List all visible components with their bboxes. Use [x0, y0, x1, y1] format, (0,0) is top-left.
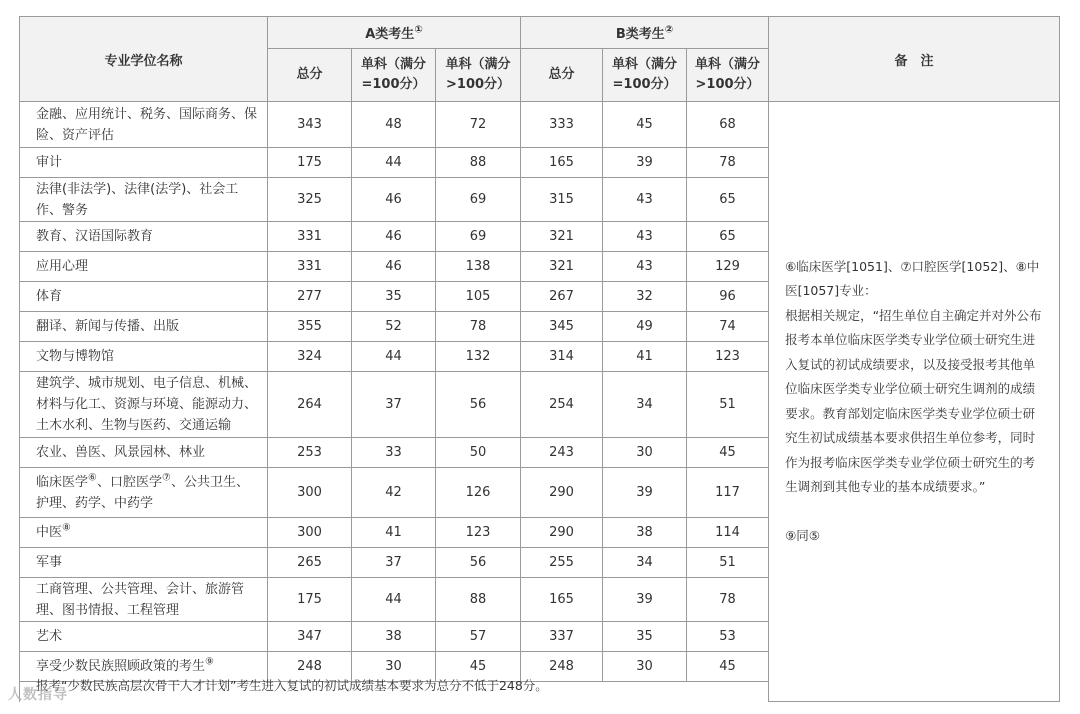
notes-cell	[769, 102, 1060, 702]
score-cell-b-s150: 45	[687, 652, 769, 682]
score-cell-a-s150: 69	[436, 178, 521, 222]
score-cell-a-s150: 138	[436, 252, 521, 282]
score-cell-a-s100: 44	[352, 342, 436, 372]
score-cell-a-s100: 52	[352, 312, 436, 342]
score-cell-b-s150: 96	[687, 282, 769, 312]
score-cell-a-s100: 41	[352, 518, 436, 548]
score-cell-a-s150: 50	[436, 438, 521, 468]
score-cell-a-total: 253	[268, 438, 352, 468]
score-cell-a-s100: 46	[352, 178, 436, 222]
score-table-body	[20, 102, 1060, 702]
score-cell-b-s100: 49	[603, 312, 687, 342]
score-cell-a-s100: 48	[352, 102, 436, 148]
note-line3: ⑨同⑤	[785, 528, 820, 543]
score-cell-b-s150: 68	[687, 102, 769, 148]
score-cell-a-total: 175	[268, 578, 352, 622]
score-cell-b-total: 267	[521, 282, 603, 312]
score-cell-a-s150: 88	[436, 578, 521, 622]
score-cell-a-s150: 57	[436, 622, 521, 652]
score-cell-a-s100: 37	[352, 548, 436, 578]
score-cell-a-s100: 33	[352, 438, 436, 468]
score-cell-b-s100: 45	[603, 102, 687, 148]
table-row	[20, 102, 1060, 148]
note-line2: 根据相关规定，“招生单位自主确定并对外公布报考本单位临床医学类专业学位硕士研究生进入复试的初试成绩要求，以及接受报考其他单位临床医学类专业学位硕士研究生调剂的成绩要求。教育部划定临床医学类专业学位硕士研究生初试成绩基本要求供招生单位参考，同时作为报考临床医学类专业学位硕士研究生的考生调剂到其他专业的基本成绩要求。”	[785, 307, 1042, 494]
header-b-total: 总分	[521, 49, 603, 102]
score-cell-b-total: 321	[521, 222, 603, 252]
score-cell-a-s150: 69	[436, 222, 521, 252]
score-cell-b-total: 337	[521, 622, 603, 652]
score-cell-a-total: 248	[268, 652, 352, 682]
major-name-cell: 教育、汉语国际教育	[20, 222, 268, 252]
score-cell-b-s150: 129	[687, 252, 769, 282]
score-cell-a-s150: 132	[436, 342, 521, 372]
major-name-cell: 审计	[20, 148, 268, 178]
score-cell-b-s150: 51	[687, 548, 769, 578]
score-cell-a-total: 300	[268, 468, 352, 518]
major-name-cell: 艺术	[20, 622, 268, 652]
score-cell-a-total: 277	[268, 282, 352, 312]
header-group-a: A类考生①	[268, 17, 521, 49]
score-cell-b-s100: 43	[603, 252, 687, 282]
major-name-cell: 金融、应用统计、税务、国际商务、保险、资产评估	[20, 102, 268, 148]
score-cell-b-s150: 78	[687, 148, 769, 178]
score-cell-b-s150: 53	[687, 622, 769, 652]
score-cell-a-s150: 123	[436, 518, 521, 548]
score-cell-b-s100: 30	[603, 438, 687, 468]
score-cell-b-total: 165	[521, 578, 603, 622]
score-cell-b-total: 345	[521, 312, 603, 342]
score-cell-b-s100: 32	[603, 282, 687, 312]
score-cell-a-s100: 30	[352, 652, 436, 682]
score-cell-b-s150: 65	[687, 178, 769, 222]
score-cell-b-s150: 117	[687, 468, 769, 518]
score-cell-a-total: 331	[268, 222, 352, 252]
score-cell-a-s150: 88	[436, 148, 521, 178]
score-cell-a-s100: 37	[352, 372, 436, 438]
major-name-cell: 建筑学、城市规划、电子信息、机械、材料与化工、资源与环境、能源动力、土木水利、生物与医药、交通运输	[20, 372, 268, 438]
header-a-single150: 单科（满分 >100分）	[436, 49, 521, 102]
score-cell-a-s150: 56	[436, 372, 521, 438]
score-cell-b-total: 290	[521, 518, 603, 548]
header-a-total: 总分	[268, 49, 352, 102]
score-cell-b-s150: 74	[687, 312, 769, 342]
major-name-cell: 工商管理、公共管理、会计、旅游管理、图书情报、工程管理	[20, 578, 268, 622]
major-name-cell: 体育	[20, 282, 268, 312]
score-cell-b-s100: 39	[603, 148, 687, 178]
header-notes: 备 注	[769, 17, 1060, 102]
score-cell-b-s100: 34	[603, 372, 687, 438]
score-cell-b-total: 315	[521, 178, 603, 222]
score-cell-b-s100: 34	[603, 548, 687, 578]
score-cell-a-total: 175	[268, 148, 352, 178]
score-cell-b-total: 243	[521, 438, 603, 468]
score-cell-a-s150: 105	[436, 282, 521, 312]
footer-note: 报考“少数民族高层次骨干人才计划”考生进入复试的初试成绩基本要求为总分不低于248分。	[19, 676, 768, 696]
major-name-cell: 法律(非法学)、法律(法学)、社会工作、警务	[20, 178, 268, 222]
score-cell-b-s150: 123	[687, 342, 769, 372]
note-line1: ⑥临床医学[1051]、⑦口腔医学[1052]、⑧中医[1057]专业：	[785, 258, 1040, 298]
major-name-cell: 享受少数民族照顾政策的考生⑨	[20, 652, 268, 682]
score-cell-a-s100: 38	[352, 622, 436, 652]
score-cell-b-total: 314	[521, 342, 603, 372]
score-cell-a-s150: 56	[436, 548, 521, 578]
score-cell-a-total: 355	[268, 312, 352, 342]
score-cell-a-s150: 126	[436, 468, 521, 518]
score-cell-a-total: 300	[268, 518, 352, 548]
score-cell-b-s100: 38	[603, 518, 687, 548]
score-cell-a-total: 264	[268, 372, 352, 438]
score-cell-b-s150: 114	[687, 518, 769, 548]
major-name-cell: 文物与博物馆	[20, 342, 268, 372]
major-name-cell: 中医⑧	[20, 518, 268, 548]
major-name-cell: 农业、兽医、风景园林、林业	[20, 438, 268, 468]
score-cell-b-total: 248	[521, 652, 603, 682]
score-cell-a-s100: 42	[352, 468, 436, 518]
score-cell-b-s100: 41	[603, 342, 687, 372]
score-cell-a-total: 324	[268, 342, 352, 372]
score-cell-b-s150: 65	[687, 222, 769, 252]
score-cell-b-s100: 39	[603, 578, 687, 622]
header-a-single100: 单科（满分 =100分）	[352, 49, 436, 102]
major-name-cell: 军事	[20, 548, 268, 578]
score-cell-b-total: 290	[521, 468, 603, 518]
score-cell-b-s100: 30	[603, 652, 687, 682]
score-cell-a-total: 331	[268, 252, 352, 282]
score-cell-a-s100: 46	[352, 252, 436, 282]
score-table	[19, 16, 1060, 702]
major-name-cell: 翻译、新闻与传播、出版	[20, 312, 268, 342]
score-cell-b-s100: 35	[603, 622, 687, 652]
score-cell-b-s150: 78	[687, 578, 769, 622]
score-cell-b-s100: 43	[603, 178, 687, 222]
score-cell-a-s100: 46	[352, 222, 436, 252]
header-b-single100: 单科（满分 =100分）	[603, 49, 687, 102]
header-group-b: B类考生②	[521, 17, 769, 49]
score-cell-a-s100: 44	[352, 148, 436, 178]
score-cell-b-s150: 45	[687, 438, 769, 468]
score-cell-a-total: 347	[268, 622, 352, 652]
score-cell-a-s150: 72	[436, 102, 521, 148]
score-cell-b-total: 321	[521, 252, 603, 282]
score-cell-b-s100: 39	[603, 468, 687, 518]
score-cell-a-total: 325	[268, 178, 352, 222]
score-cell-a-s100: 35	[352, 282, 436, 312]
score-cell-a-s150: 45	[436, 652, 521, 682]
watermark: 人数指导	[8, 687, 68, 703]
score-cell-b-total: 333	[521, 102, 603, 148]
score-cell-b-s100: 43	[603, 222, 687, 252]
score-cell-b-s150: 51	[687, 372, 769, 438]
score-cell-a-s150: 78	[436, 312, 521, 342]
score-cell-a-total: 265	[268, 548, 352, 578]
header-b-single150: 单科（满分 >100分）	[687, 49, 769, 102]
score-cell-b-total: 255	[521, 548, 603, 578]
major-name-cell: 应用心理	[20, 252, 268, 282]
score-cell-a-s100: 44	[352, 578, 436, 622]
score-cell-a-total: 343	[268, 102, 352, 148]
header-major-name: 专业学位名称	[20, 17, 268, 102]
major-name-cell: 临床医学⑥、口腔医学⑦、公共卫生、护理、药学、中药学	[20, 468, 268, 518]
score-cell-b-total: 165	[521, 148, 603, 178]
score-cell-b-total: 254	[521, 372, 603, 438]
